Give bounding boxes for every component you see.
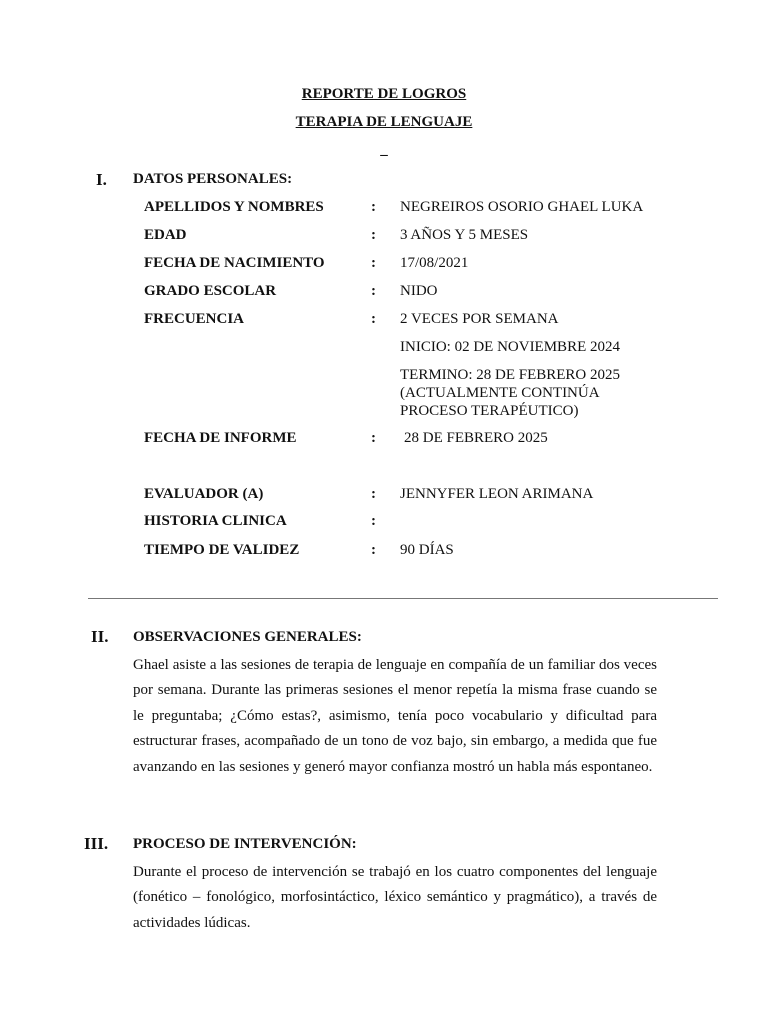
termino-line-2: (ACTUALMENTE CONTINÚA [400, 385, 600, 401]
report-title: REPORTE DE LOGROS [301, 86, 467, 102]
report-subtitle: TERAPIA DE LENGUAJE [295, 114, 473, 130]
field-label-frecuencia: FRECUENCIA [144, 311, 245, 327]
field-label-historia: HISTORIA CLINICA [144, 513, 287, 529]
field-colon: : [371, 199, 376, 215]
field-value-grado: NIDO [400, 283, 438, 299]
termino-line-3: PROCESO TERAPÉUTICO) [400, 403, 579, 419]
field-colon: : [371, 542, 376, 558]
section-3-heading: PROCESO DE INTERVENCIÓN: [133, 836, 357, 852]
intervencion-paragraph: Durante el proceso de intervención se trabajó en los cuatro componentes del lenguaje (fonético – fonológico, morfosintáctico, léxico semántico y pragmático), a través de actividades lúdicas. [133, 864, 657, 931]
field-label-evaluador: EVALUADOR (A) [144, 486, 264, 502]
field-colon: : [371, 227, 376, 243]
field-colon: : [371, 430, 376, 446]
field-label-fecha-informe: FECHA DE INFORME [144, 430, 297, 446]
field-colon: : [371, 283, 376, 299]
field-colon: : [371, 513, 376, 529]
field-label-edad: EDAD [144, 227, 187, 243]
section-3-numeral: III. [84, 834, 109, 853]
field-colon: : [371, 255, 376, 271]
section-1-numeral: I. [96, 170, 107, 189]
field-colon: : [371, 486, 376, 502]
field-value-fecha-nacimiento: 17/08/2021 [400, 255, 469, 271]
field-value-fecha-informe: 28 DE FEBRERO 2025 [404, 430, 548, 446]
field-value-nombres: NEGREIROS OSORIO GHAEL LUKA [400, 199, 644, 215]
field-value-frecuencia: 2 VECES POR SEMANA [400, 311, 559, 327]
section-divider [88, 598, 718, 599]
underscore-mark: _ [380, 142, 388, 158]
field-label-grado: GRADO ESCOLAR [144, 283, 277, 299]
field-value-tiempo: 90 DÍAS [400, 542, 454, 558]
field-value-edad: 3 AÑOS Y 5 MESES [400, 227, 529, 243]
section-2-heading: OBSERVACIONES GENERALES: [133, 629, 362, 645]
section-1-heading: DATOS PERSONALES: [133, 171, 293, 187]
field-colon: : [371, 311, 376, 327]
termino-line-1: TERMINO: 28 DE FEBRERO 2025 [400, 367, 621, 383]
field-label-nombres: APELLIDOS Y NOMBRES [144, 199, 324, 215]
field-label-tiempo: TIEMPO DE VALIDEZ [144, 542, 300, 558]
observaciones-paragraph: Ghael asiste a las sesiones de terapia de lenguaje en compañía de un familiar dos veces por semana. Durante las primeras sesiones el menor repetía la misma frase cuando se le preguntaba; ¿Cómo estas?, asimismo, tenía poco vocabulario y dificultad para estructurar frases, acompañado de un tono de voz bajo, sin embargo, a medida que fue avanzando en las sesiones y generó mayor confianza mostró un habla más espontaneo. [133, 657, 657, 775]
field-value-evaluador: JENNYFER LEON ARIMANA [400, 486, 594, 502]
section-2-numeral: II. [91, 627, 109, 646]
field-label-fecha-nacimiento: FECHA DE NACIMIENTO [144, 255, 325, 271]
inicio-line: INICIO: 02 DE NOVIEMBRE 2024 [400, 339, 620, 355]
